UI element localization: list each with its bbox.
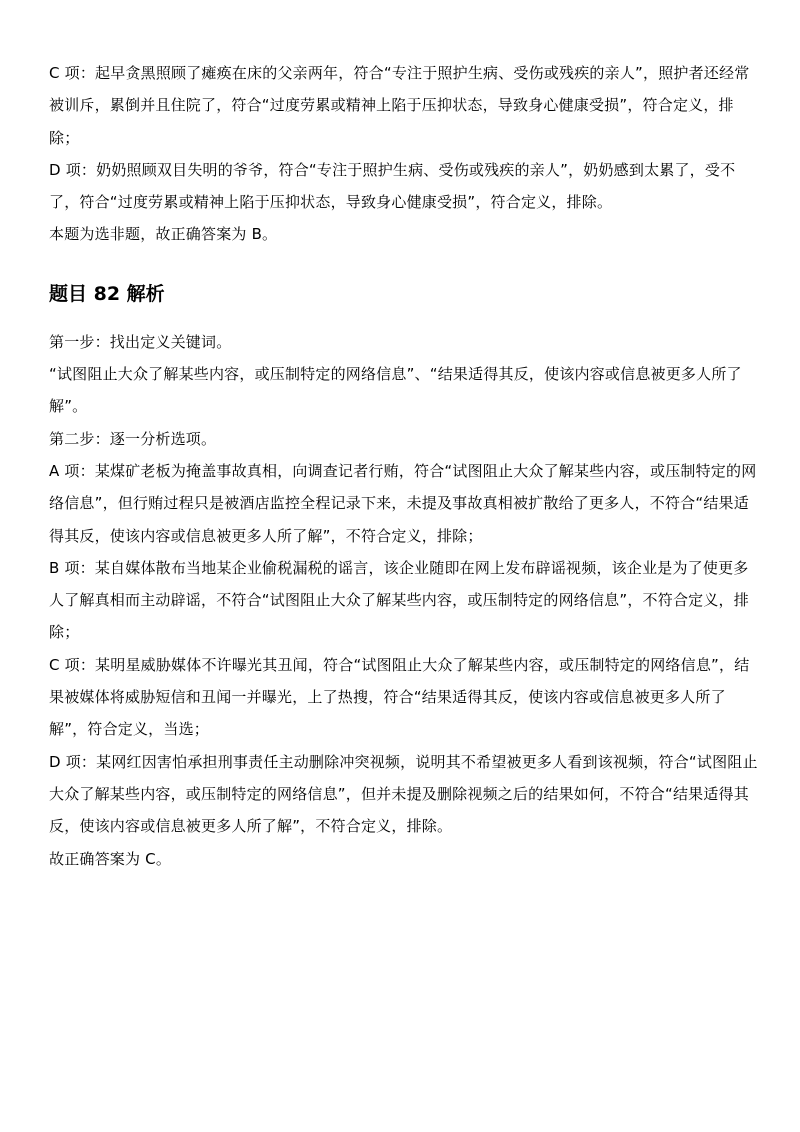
option-b-analysis: B 项：某自媒体散布当地某企业偷税漏税的谣言，该企业随即在网上发布辟谣视频，该企业是为了使更多人了解真相而主动辟谣，不符合“试图阻止大众了解某些内容，或压制特定的网络信息”，不符合定义，排除；	[49, 558, 749, 642]
prev-option-c: C 项：起早贪黑照顾了瘫痪在床的父亲两年，符合“专注于照护生病、受伤或残疾的亲人”，照护者还经常被训斥，累倒并且住院了，符合“过度劳累或精神上陷于压抑状态，导致身心健康受损”，符合定义，排除；	[49, 64, 750, 147]
section-heading: 题目 82 解析	[49, 282, 165, 305]
option-d-analysis: D 项：某网红因害怕承担刑事责任主动删除冲突视频，说明其不希望被更多人看到该视频，符合“试图阻止大众了解某些内容，或压制特定的网络信息”，但并未提及删除视频之后的结果如何，不符合“结果适得其反，使该内容或信息被更多人所了解”，不符合定义，排除。	[49, 752, 758, 836]
step-two: 第二步：逐一分析选项。	[49, 429, 217, 448]
option-a-analysis: A 项：某煤矿老板为掩盖事故真相，向调查记者行贿，符合“试图阻止大众了解某些内容，或压制特定的网络信息”，但行贿过程只是被酒店监控全程记录下来，未提及事故真相被扩散给了更多人，不符合“结果适得其反，使该内容或信息被更多人所了解”，不符合定义，排除；	[49, 461, 757, 545]
prev-conclusion: 本题为选非题，故正确答案为 B。	[49, 225, 278, 244]
step-one: 第一步：找出定义关键词。	[49, 332, 232, 351]
prev-option-d: D 项：奶奶照顾双目失明的爷爷，符合“专注于照护生病、受伤或残疾的亲人”，奶奶感到太累了，受不了，符合“过度劳累或精神上陷于压抑状态，导致身心健康受损”，符合定义，排除。	[49, 160, 736, 212]
answer-conclusion: 故正确答案为 C。	[49, 849, 172, 868]
definition-keywords: “试图阻止大众了解某些内容，或压制特定的网络信息”、“结果适得其反，使该内容或信息被更多人所了解”。	[49, 365, 742, 416]
option-c-analysis: C 项：某明星威胁媒体不许曝光其丑闻，符合“试图阻止大众了解某些内容，或压制特定的网络信息”，结果被媒体将威胁短信和丑闻一并曝光，上了热搜，符合“结果适得其反，使该内容或信息被更多人所了解”，符合定义，当选；	[49, 655, 750, 739]
